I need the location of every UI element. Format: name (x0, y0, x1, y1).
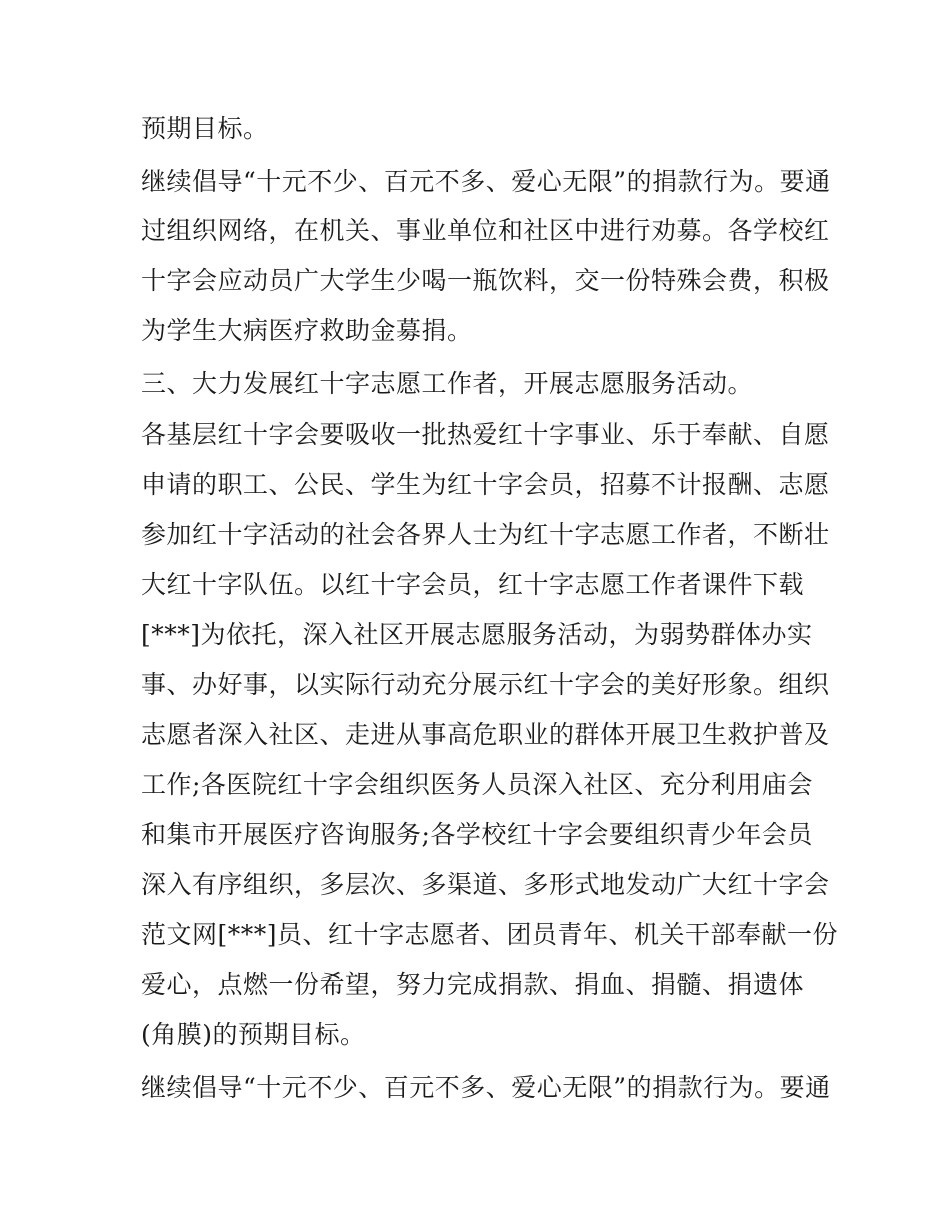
text-line-2: 继续倡导“十元不少、百元不多、爱心无限”的捐款行为。要通 (141, 167, 831, 196)
text-line-1: 预期目标。 (141, 114, 269, 143)
text-line-15: 和集市开展医疗咨询服务;各学校红十字会要组织青少年会员 (141, 820, 813, 849)
text-line-8: 申请的职工、公民、学生为红十字会员，招募不计报酬、志愿 (141, 470, 830, 499)
text-line-11: [***]为依托，深入社区开展志愿服务活动，为弱势群体办实 (141, 620, 813, 649)
section-heading: 三、大力发展红十字志愿工作者，开展志愿服务活动。 (141, 369, 754, 398)
text-line-5: 为学生大病医疗救助金募捐。 (141, 316, 473, 345)
text-line-17: 范文网[***]员、红十字志愿者、团员青年、机关干部奉献一份 (141, 920, 839, 949)
text-line-16: 深入有序组织，多层次、多渠道、多形式地发动广大红十字会 (141, 870, 830, 899)
text-line-9: 参加红十字活动的社会各界人士为红十字志愿工作者，不断壮 (141, 520, 830, 549)
text-line-19: (角膜)的预期目标。 (141, 1020, 366, 1049)
text-line-12: 事、办好事，以实际行动充分展示红十字会的美好形象。组织 (141, 670, 830, 699)
text-line-18: 爱心，点燃一份希望，努力完成捐款、捐血、捐髓、捐遗体 (141, 970, 805, 999)
text-line-13: 志愿者深入社区、走进从事高危职业的群体开展卫生救护普及 (141, 720, 830, 749)
text-line-4: 十字会应动员广大学生少喝一瓶饮料，交一份特殊会费，积极 (141, 266, 830, 295)
text-line-7: 各基层红十字会要吸收一批热爱红十字事业、乐于奉献、自愿 (141, 420, 830, 449)
text-line-20: 继续倡导“十元不少、百元不多、爱心无限”的捐款行为。要通 (141, 1073, 831, 1102)
text-line-3: 过组织网络，在机关、事业单位和社区中进行劝募。各学校红 (141, 216, 830, 245)
text-line-14: 工作;各医院红十字会组织医务人员深入社区、充分利用庙会 (141, 770, 813, 799)
text-line-10: 大红十字队伍。以红十字会员，红十字志愿工作者课件下载 (141, 570, 805, 599)
